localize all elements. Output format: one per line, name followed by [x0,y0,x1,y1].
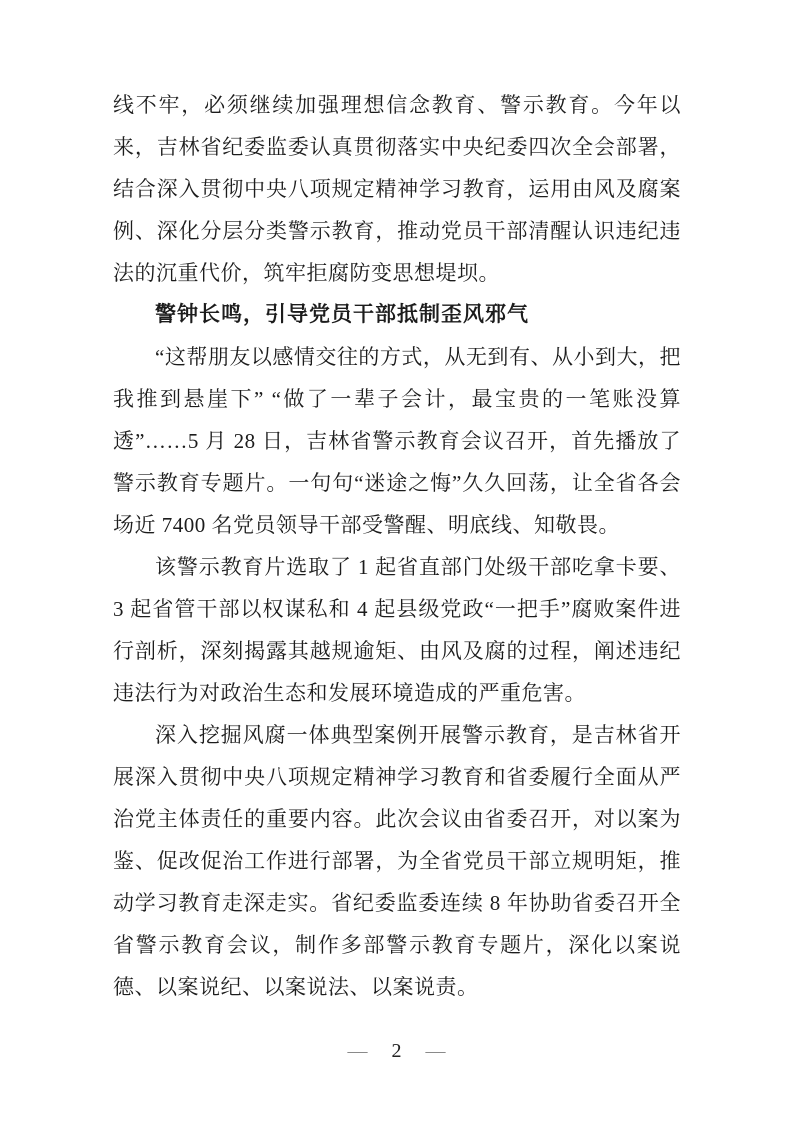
document-body [113,84,681,1008]
paragraph: 深入挖掘风腐一体典型案例开展警示教育，是吉林省开展深入贯彻中央八项规定精神学习教育和省委履行全面从严治党主体责任的重要内容。此次会议由省委召开，对以案为鉴、促改促治工作进行部署，为全省党员干部立规明矩，推动学习教育走深走实。省纪委监委连续 8 年协助省委召开全省警示教育会议，制作多部警示教育专题片，深化以案说德、以案说纪、以案说法、以案说责。 [113,723,681,999]
paragraph-continuation: 线不牢，必须继续加强理想信念教育、警示教育。今年以来，吉林省纪委监委认真贯彻落实中央纪委四次全会部署，结合深入贯彻中央八项规定精神学习教育，运用由风及腐案例、深化分层分类警示教育，推动党员干部清醒认识违纪违法的沉重代价，筑牢拒腐防变思想堤坝。 [113,93,681,285]
footer-left-dash: — [347,1040,368,1062]
paragraph: 该警示教育片选取了 1 起省直部门处级干部吃拿卡要、3 起省管干部以权谋私和 4 起县级党政“一把手”腐败案件进行剖析，深刻揭露其越规逾矩、由风及腐的过程，阐述违纪违法行为对政治生态和发展环境造成的严重危害。 [113,555,681,705]
paragraph: “这帮朋友以感情交往的方式，从无到有、从小到大，把我推到悬崖下” “做了一辈子会计，最宝贵的一笔账没算透”……5 月 28 日，吉林省警示教育会议召开，首先播放了警示教育专题片。一句句“迷途之悔”久久回荡，让全省各会场近 7400 名党员领导干部受警醒、明底线、知敬畏。 [113,345,681,537]
section-heading: 警钟长鸣，引导党员干部抵制歪风邪气 [155,303,529,326]
page-number: 2 [391,1040,402,1062]
footer-right-dash: — [425,1040,446,1062]
page-footer [0,1036,793,1066]
